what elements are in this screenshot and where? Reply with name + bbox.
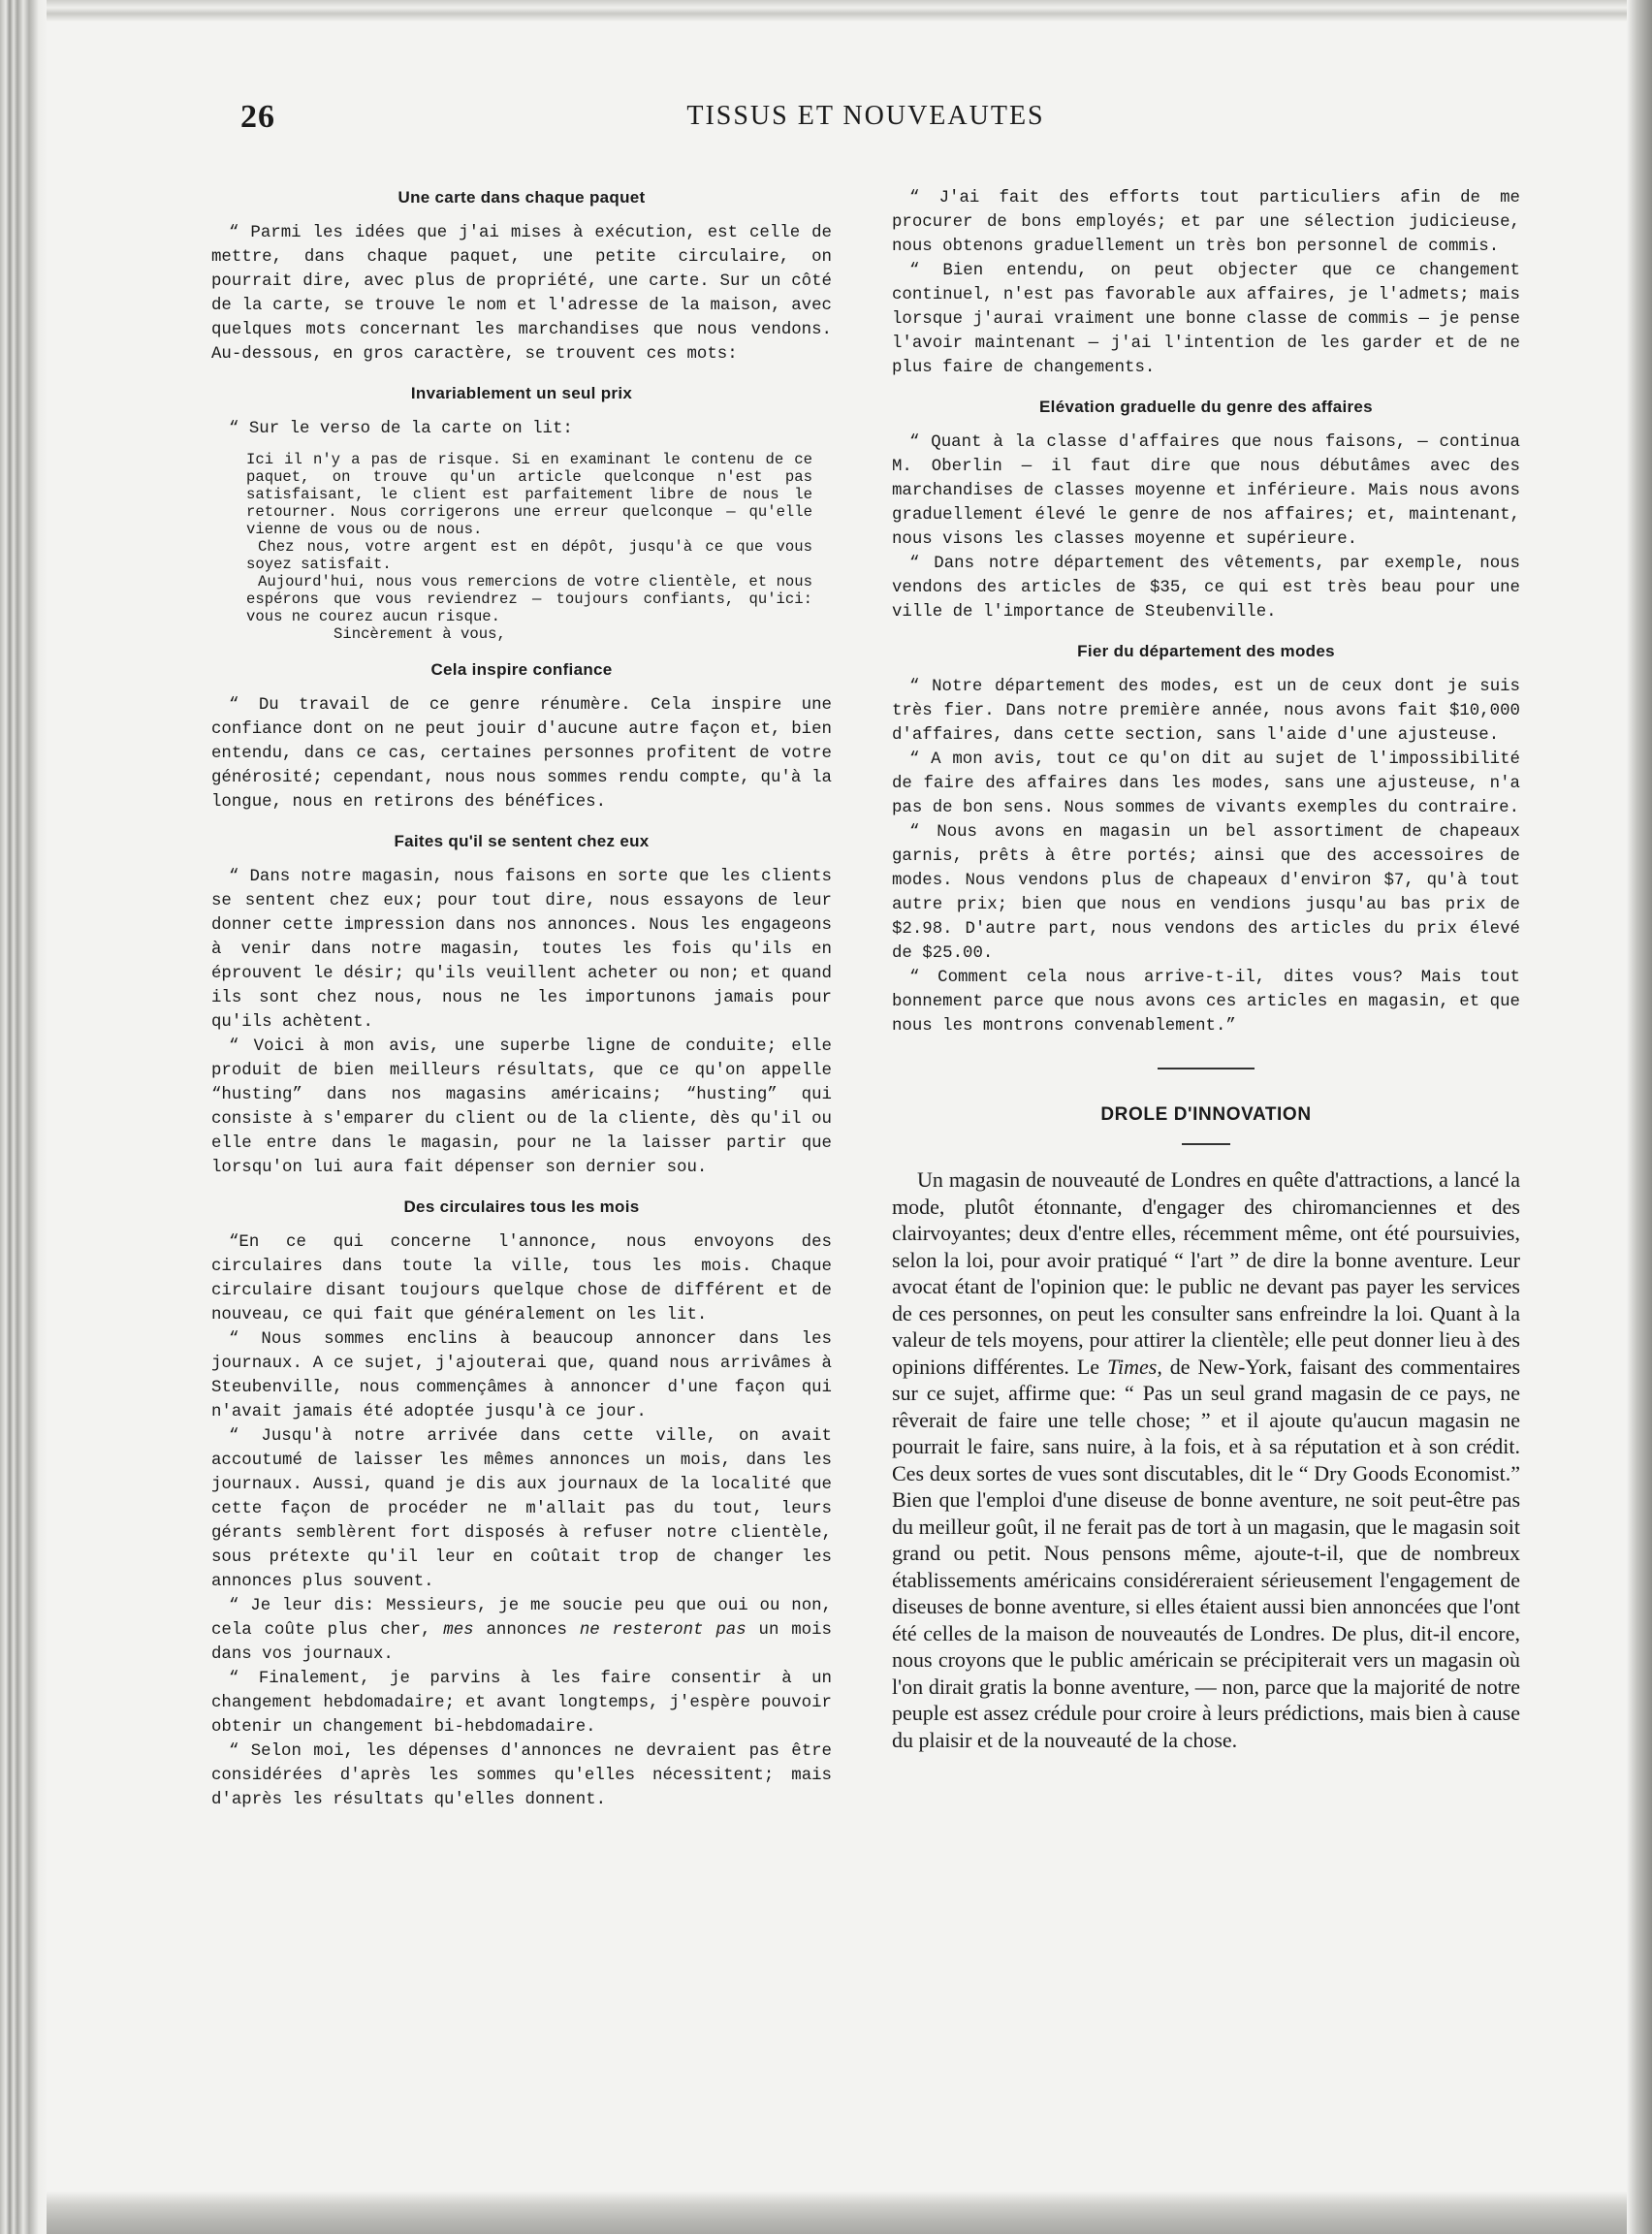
magazine-page bbox=[47, 21, 1627, 2191]
bottom-page-edge bbox=[47, 2191, 1627, 2234]
section-heading: Invariablement un seul prix bbox=[410, 384, 633, 402]
section-heading: Elévation graduelle du genre des affaires bbox=[1039, 398, 1373, 416]
paragraph: “ Voici à mon avis, une superbe ligne de conduite; elle produit de bien meilleurs résultats, que ce qu'on appelle “husting” dans nos magasins américains; “husting” qui consiste à s'emparer du client ou de la cliente, dès qu'il ou elle entre dans le magasin, pour ne la laisser partir que lorsqu'on lui aura fait dépenser son dernier sou. bbox=[211, 1037, 832, 1177]
section-heading: Cela inspire confiance bbox=[430, 660, 613, 679]
text-run: “ Je leur dis: Messieurs, je me soucie peu que oui ou non, cela coûte plus cher, bbox=[211, 1597, 832, 1640]
paragraph: “En ce qui concerne l'annonce, nous envoyons des circulaires dans toute la ville, tous les mois. Chaque circulaire disant toujours quelque chose de différent et de nouveau, ce qui fait que généralement on les lit. bbox=[211, 1233, 832, 1324]
paragraph: “ Du travail de ce genre rénumère. Cela inspire une confiance dont on ne peut jouir d'aucune autre façon et, bien entendu, dans ce cas, certaines personnes profitent de votre générosité; cependant, nous nous sommes rendu compte, qu'à la longue, nous en retirons des bénéfices. bbox=[211, 696, 832, 812]
top-page-edge bbox=[47, 0, 1652, 21]
paragraph: “ Parmi les idées que j'ai mises à exécution, est celle de mettre, dans chaque paquet, une petite circulaire, on pourrait dire, avec plus de propriété, une carte. Sur un côté de la carte, se trouve le nom et l'adresse de la maison, avec quelques mots concernant les marchandises que nous vendons. Au-dessous, en gros caractère, se trouvent ces mots: bbox=[211, 224, 832, 364]
paragraph: “ Nous sommes enclins à beaucoup annoncer dans les journaux. A ce sujet, j'ajouterai que, quand nous arrivâmes à Steubenville, nous commençâmes à annoncer d'une façon qui n'avait jamais été adoptée jusqu'à ce jour. bbox=[211, 1330, 832, 1421]
card-paragraph: Aujourd'hui, nous vous remercions de votre clientèle, et nous espérons que vous reviendrez — toujours confiants, qu'ici: vous ne courez aucun risque. bbox=[246, 573, 812, 625]
binding-edge bbox=[0, 0, 47, 2234]
divider-rule bbox=[1158, 1068, 1255, 1069]
title-underline bbox=[1182, 1143, 1230, 1145]
card-paragraph: Chez nous, votre argent est en dépôt, jusqu'à ce que vous soyez satisfait. bbox=[246, 538, 812, 573]
running-header bbox=[47, 99, 1627, 147]
article-title: DROLE D'INNOVATION bbox=[1100, 1104, 1312, 1125]
section-heading: Des circulaires tous les mois bbox=[403, 1197, 640, 1216]
italic-text: mes bbox=[443, 1621, 474, 1640]
text-run: Un magasin de nouveauté de Londres en quête d'attractions, a lancé la mode, plutôt étonnante, d'engager des chiromanciennes et des clairvoyantes; deux d'entre elles, récemment même, ont été poursuivies, selon la loi, pour avoir pratiqué “ l'art ” de dire la bonne aventure. Leur avocat étant de l'opinion que: le public ne devant pas payer les services de ces personnes, on peut les consulter sans enfreindre la loi. Quant à la valeur de tels moyens, pour attirer la clientèle; elle peut donner lieu à des opinions différentes. Le bbox=[892, 1167, 1520, 1379]
right-page-edge bbox=[1627, 0, 1652, 2234]
article-body bbox=[892, 1166, 1520, 1753]
text-run: de New-York, faisant des commentaires sur ce sujet, affirme que: “ Pas un seul grand magasin de ce pays, ne rêverait de faire une telle chose; ” et il ajoute qu'aucun magasin ne pourrait le faire, sans nuire, à la fois, et à sa réputation et à son crédit. Ces deux sortes de vues sont discutables, dit le “ Dry Goods Economist.” Bien que l'emploi d'une diseuse de bonne aventure, ne soit peut-être pas du meilleur goût, il ne ferait pas de tort à un magasin, que le magasin soit grand ou petit. Nous pensons même, ajoute-t-il, que de nombreux établissements américains considéreraient sérieusement l'engagement de diseuses de bonne aventure, si elles étaient aussi bien annoncées que l'ont été celles de la maison de nouveautés de Londres. De plus, dit-il encore, nous croyons que le public américain se précipiterait vers un magasin où l'on dirait gratis la bonne aventure, — non, parce que la majorité de notre peuple est assez crédule pour croire à leurs prédictions, mais bien à cause du plaisir et de la nouveauté de la chose. bbox=[892, 1354, 1521, 1752]
paragraph: “ Bien entendu, on peut objecter que ce changement continuel, n'est pas favorable aux affaires, je l'admets; mais lorsque j'aurai vraiment une bonne classe de commis — je pense l'avoir maintenant — j'ai l'intention de les garder et de ne plus faire de changements. bbox=[892, 262, 1520, 377]
paragraph: “ Dans notre magasin, nous faisons en sorte que les clients se sentent chez eux; pour tout dire, nous essayons de leur donner cette impression dans nos annonces. Nous les engageons à venir dans notre magasin, toutes les fois qu'ils en éprouvent le désir; qu'ils veuillent acheter ou non; et quand ils sont chez nous, nous ne les importunons jamais pour qu'ils achètent. bbox=[211, 868, 832, 1032]
paragraph: “ Sur le verso de la carte on lit: bbox=[229, 420, 573, 438]
left-column bbox=[211, 186, 832, 1812]
italic-text: ne resteront pas bbox=[579, 1621, 747, 1640]
right-column bbox=[892, 186, 1520, 1753]
paragraph: “ Finalement, je parvins à les faire consentir à un changement hebdomadaire; et avant longtemps, j'espère pouvoir obtenir un changement bi-hebdomadaire. bbox=[211, 1670, 832, 1737]
journal-title: TISSUS ET NOUVEAUTES bbox=[686, 101, 1045, 131]
paragraph: “ Nous avons en magasin un bel assortiment de chapeaux garnis, prêts à être portés; ainsi que des accessoires de modes. Nous vendons plus de chapeaux d'environ $7, qu'à tout autre prix; bien que nous en vendions jusqu'au bas prix de $2.98. D'autre part, nous vendons des articles du prix élevé de $25.00. bbox=[892, 823, 1520, 963]
card-signature: Sincèrement à vous, bbox=[334, 625, 506, 643]
text-run: annonces bbox=[486, 1621, 567, 1640]
paragraph: “ Quant à la classe d'affaires que nous faisons, — continua M. Oberlin — il faut dire que nous débutâmes avec des marchandises de classes moyenne et inférieure. Mais nous avons graduellement élevé le genre de nos affaires; et, maintenant, nous visons les classes moyenne et supérieure. bbox=[892, 433, 1520, 549]
paragraph: “ A mon avis, tout ce qu'on dit au sujet de l'impossibilité de faire des affaires dans les modes, sans une ajusteuse, n'a pas de bon sens. Nous sommes de vivants exemples du contraire. bbox=[892, 750, 1520, 817]
paragraph: “ J'ai fait des efforts tout particuliers afin de me procurer de bons employés; et par une sélection judicieuse, nous obtenons graduellement un très bon personnel de commis. bbox=[892, 189, 1520, 256]
section-heading: Faites qu'il se sentent chez eux bbox=[394, 832, 650, 850]
text-run: un mois dans vos journaux. bbox=[211, 1621, 832, 1664]
paragraph: “ Jusqu'à notre arrivée dans cette ville, on avait accoutumé de laisser les mêmes annonces un mois, dans les journaux. Aussi, quand je dis aux journaux de la localité que cette façon de procéder ne m'allait pas du tout, leurs gérants semblèrent fort disposés à refuser notre clientèle, sous prétexte qu'il leur en coûtait trop de changer les annonces plus souvent. bbox=[211, 1427, 832, 1591]
paragraph bbox=[892, 1166, 1520, 1753]
page-number: 26 bbox=[240, 99, 275, 135]
italic-text: Times, bbox=[1106, 1354, 1162, 1379]
paragraph: “ Dans notre département des vêtements, par exemple, nous vendons des articles de $35, ce qui est très beau pour une ville de l'importance de Steubenville. bbox=[892, 555, 1520, 622]
paragraph: “ Comment cela nous arrive-t-il, dites vous? Mais tout bonnement parce que nous avons ces articles en magasin, et que nous les montrons convenablement.” bbox=[892, 969, 1520, 1036]
paragraph: “ Notre département des modes, est un de ceux dont je suis très fier. Dans notre première année, nous avons fait $10,000 d'affaires, dans cette section, sans l'aide d'une ajusteuse. bbox=[892, 678, 1520, 745]
section-heading: Fier du département des modes bbox=[1077, 642, 1335, 660]
paragraph bbox=[211, 1594, 832, 1667]
card-paragraph: Ici il n'y a pas de risque. Si en examinant le contenu de ce paquet, on trouve qu'un article quelconque n'est pas satisfaisant, le client est parfaitement libre de nous le retourner. Nous corrigerons une erreur quelconque — qu'elle vienne de vous ou de nous. bbox=[246, 451, 812, 538]
quoted-card-text bbox=[246, 451, 812, 643]
paragraph: “ Selon moi, les dépenses d'annonces ne devraient pas être considérées d'après les sommes qu'elles nécessitent; mais d'après les résultats qu'elles donnent. bbox=[211, 1742, 832, 1809]
section-heading: Une carte dans chaque paquet bbox=[397, 188, 646, 207]
